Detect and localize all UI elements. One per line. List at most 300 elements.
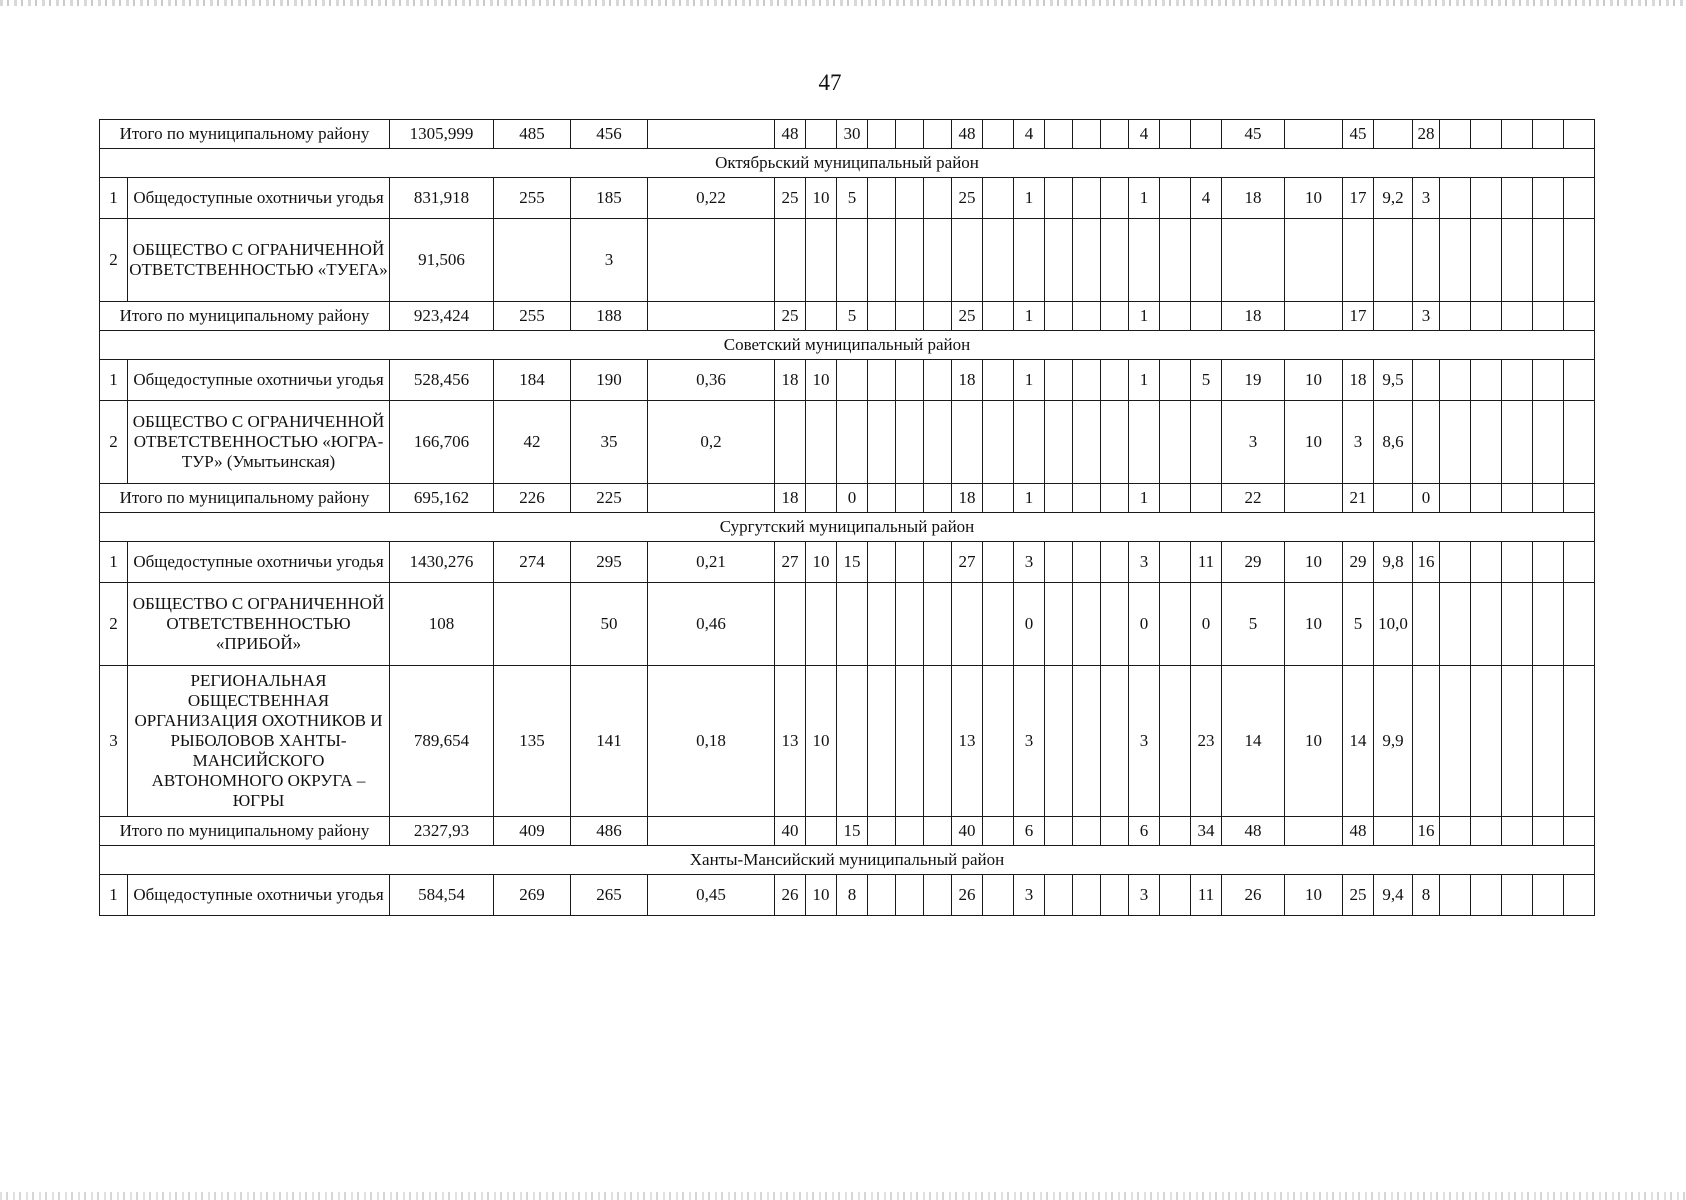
value-cell	[1502, 302, 1533, 331]
value-cell: 34	[1191, 817, 1222, 846]
value-cell	[1440, 219, 1471, 302]
value-cell	[868, 817, 896, 846]
organization-name: Общедоступные охотничьи угодья	[128, 178, 390, 219]
value-cell	[952, 219, 983, 302]
value-cell	[1533, 666, 1564, 817]
value-cell	[924, 484, 952, 513]
organization-name: Общедоступные охотничьи угодья	[128, 875, 390, 916]
value-cell	[1413, 666, 1440, 817]
section-row	[100, 846, 1595, 875]
value-cell	[1564, 542, 1595, 583]
value-cell: 29	[1343, 542, 1374, 583]
value-cell: 10	[1285, 401, 1343, 484]
value-cell	[924, 817, 952, 846]
scan-edge-top	[0, 0, 1686, 6]
value-cell: 1	[1014, 178, 1045, 219]
value-cell: 0	[837, 484, 868, 513]
value-cell	[1073, 178, 1101, 219]
value-cell: 9,2	[1374, 178, 1413, 219]
value-cell: 10	[1285, 666, 1343, 817]
value-cell	[1073, 542, 1101, 583]
value-cell: 3	[1129, 542, 1160, 583]
count-cell: 3	[571, 219, 648, 302]
value-cell: 9,4	[1374, 875, 1413, 916]
table-row	[100, 360, 1595, 401]
value-cell	[1073, 817, 1101, 846]
value-cell	[1564, 120, 1595, 149]
value-cell	[868, 875, 896, 916]
value-cell: 9,9	[1374, 666, 1413, 817]
count-cell: 269	[494, 875, 571, 916]
value-cell: 3	[1129, 875, 1160, 916]
density-cell: 0,45	[648, 875, 775, 916]
value-cell	[1101, 219, 1129, 302]
section-row	[100, 331, 1595, 360]
value-cell: 5	[1191, 360, 1222, 401]
value-cell	[1374, 219, 1413, 302]
value-cell	[1564, 666, 1595, 817]
value-cell	[1073, 666, 1101, 817]
value-cell: 26	[1222, 875, 1285, 916]
value-cell: 10	[806, 360, 837, 401]
value-cell	[868, 583, 896, 666]
value-cell	[896, 817, 924, 846]
value-cell	[924, 583, 952, 666]
value-cell	[868, 360, 896, 401]
value-cell: 0	[1014, 583, 1045, 666]
area-cell: 528,456	[390, 360, 494, 401]
value-cell: 9,5	[1374, 360, 1413, 401]
value-cell: 25	[775, 302, 806, 331]
value-cell	[1471, 360, 1502, 401]
value-cell	[1502, 666, 1533, 817]
value-cell	[1045, 178, 1073, 219]
value-cell	[1101, 302, 1129, 331]
value-cell	[1129, 219, 1160, 302]
value-cell: 18	[775, 360, 806, 401]
value-cell: 48	[775, 120, 806, 149]
value-cell: 10	[806, 875, 837, 916]
value-cell	[1533, 542, 1564, 583]
value-cell	[1471, 401, 1502, 484]
value-cell	[775, 401, 806, 484]
value-cell	[1374, 817, 1413, 846]
value-cell	[1564, 178, 1595, 219]
value-cell	[1191, 484, 1222, 513]
value-cell: 10	[1285, 875, 1343, 916]
value-cell: 10	[1285, 178, 1343, 219]
value-cell	[1045, 542, 1073, 583]
value-cell	[806, 583, 837, 666]
value-cell: 1	[1129, 302, 1160, 331]
value-cell	[896, 401, 924, 484]
value-cell	[1045, 484, 1073, 513]
value-cell	[1471, 219, 1502, 302]
value-cell	[1285, 484, 1343, 513]
value-cell: 0	[1129, 583, 1160, 666]
value-cell: 45	[1222, 120, 1285, 149]
value-cell	[1533, 401, 1564, 484]
area-cell: 831,918	[390, 178, 494, 219]
value-cell: 0	[1191, 583, 1222, 666]
table-row	[100, 401, 1595, 484]
value-cell: 28	[1413, 120, 1440, 149]
value-cell	[896, 583, 924, 666]
value-cell	[1533, 302, 1564, 331]
scan-edge-bottom	[0, 1192, 1686, 1200]
density-cell	[648, 219, 775, 302]
value-cell: 3	[1129, 666, 1160, 817]
count-cell: 225	[571, 484, 648, 513]
value-cell	[1191, 401, 1222, 484]
value-cell	[1564, 817, 1595, 846]
value-cell	[1440, 817, 1471, 846]
count-cell: 42	[494, 401, 571, 484]
count-cell: 135	[494, 666, 571, 817]
value-cell	[1045, 302, 1073, 331]
value-cell	[1502, 583, 1533, 666]
value-cell: 13	[952, 666, 983, 817]
value-cell: 40	[775, 817, 806, 846]
value-cell	[983, 219, 1014, 302]
value-cell: 5	[1343, 583, 1374, 666]
value-cell	[868, 666, 896, 817]
value-cell	[1101, 484, 1129, 513]
count-cell: 255	[494, 178, 571, 219]
value-cell	[1440, 875, 1471, 916]
value-cell	[868, 542, 896, 583]
value-cell: 13	[775, 666, 806, 817]
value-cell: 18	[1222, 178, 1285, 219]
area-cell: 789,654	[390, 666, 494, 817]
value-cell	[1471, 120, 1502, 149]
value-cell: 6	[1129, 817, 1160, 846]
value-cell	[924, 666, 952, 817]
row-number: 2	[100, 401, 128, 484]
value-cell: 1	[1129, 360, 1160, 401]
value-cell	[1191, 219, 1222, 302]
value-cell	[1564, 360, 1595, 401]
value-cell: 48	[1222, 817, 1285, 846]
value-cell	[1160, 120, 1191, 149]
value-cell	[1533, 583, 1564, 666]
count-cell: 185	[571, 178, 648, 219]
value-cell	[1191, 120, 1222, 149]
value-cell	[1160, 817, 1191, 846]
value-cell	[896, 120, 924, 149]
value-cell	[1471, 178, 1502, 219]
value-cell: 16	[1413, 817, 1440, 846]
value-cell: 18	[952, 360, 983, 401]
count-cell: 485	[494, 120, 571, 149]
table-row	[100, 666, 1595, 817]
organization-name: ОБЩЕСТВО С ОГРАНИЧЕННОЙ ОТВЕТСТВЕННОСТЬЮ «ТУЕГА»	[128, 219, 390, 302]
value-cell	[1533, 219, 1564, 302]
total-row	[100, 302, 1595, 331]
value-cell: 26	[775, 875, 806, 916]
section-row	[100, 149, 1595, 178]
value-cell: 25	[775, 178, 806, 219]
value-cell	[1413, 360, 1440, 401]
value-cell	[896, 302, 924, 331]
value-cell	[806, 817, 837, 846]
total-label: Итого по муниципальному району	[100, 484, 390, 513]
value-cell	[1045, 219, 1073, 302]
count-cell: 456	[571, 120, 648, 149]
value-cell	[1073, 360, 1101, 401]
value-cell	[1440, 401, 1471, 484]
value-cell: 5	[1222, 583, 1285, 666]
row-number: 1	[100, 542, 128, 583]
section-title: Сургутский муниципальный район	[100, 513, 1595, 542]
value-cell: 10	[806, 542, 837, 583]
count-cell: 265	[571, 875, 648, 916]
value-cell	[806, 302, 837, 331]
value-cell	[896, 219, 924, 302]
value-cell	[806, 120, 837, 149]
value-cell: 10	[806, 178, 837, 219]
value-cell	[924, 360, 952, 401]
value-cell	[1160, 219, 1191, 302]
value-cell	[1413, 401, 1440, 484]
row-number: 1	[100, 875, 128, 916]
organization-name: ОБЩЕСТВО С ОГРАНИЧЕННОЙ ОТВЕТСТВЕННОСТЬЮ «ПРИБОЙ»	[128, 583, 390, 666]
count-cell: 255	[494, 302, 571, 331]
density-cell	[648, 120, 775, 149]
organization-name: Общедоступные охотничьи угодья	[128, 542, 390, 583]
count-cell: 486	[571, 817, 648, 846]
value-cell	[896, 484, 924, 513]
value-cell	[1502, 120, 1533, 149]
value-cell: 1	[1129, 178, 1160, 219]
area-cell: 91,506	[390, 219, 494, 302]
value-cell	[983, 542, 1014, 583]
value-cell	[1014, 219, 1045, 302]
value-cell	[868, 401, 896, 484]
count-cell: 274	[494, 542, 571, 583]
value-cell	[868, 484, 896, 513]
value-cell: 10	[806, 666, 837, 817]
value-cell: 18	[952, 484, 983, 513]
value-cell	[983, 484, 1014, 513]
value-cell	[806, 484, 837, 513]
value-cell	[924, 178, 952, 219]
value-cell	[1101, 178, 1129, 219]
value-cell: 18	[1222, 302, 1285, 331]
value-cell: 3	[1014, 542, 1045, 583]
density-cell: 0,2	[648, 401, 775, 484]
value-cell	[1564, 401, 1595, 484]
value-cell: 3	[1014, 875, 1045, 916]
section-title: Советский муниципальный район	[100, 331, 1595, 360]
section-title: Ханты-Мансийский муниципальный район	[100, 846, 1595, 875]
value-cell	[1440, 484, 1471, 513]
value-cell	[1413, 583, 1440, 666]
value-cell	[1564, 875, 1595, 916]
value-cell	[1101, 401, 1129, 484]
value-cell	[1564, 302, 1595, 331]
count-cell: 409	[494, 817, 571, 846]
value-cell	[1160, 178, 1191, 219]
value-cell	[1101, 817, 1129, 846]
value-cell	[1374, 484, 1413, 513]
density-cell	[648, 817, 775, 846]
table-row	[100, 542, 1595, 583]
table-row	[100, 178, 1595, 219]
organization-name: РЕГИОНАЛЬНАЯ ОБЩЕСТВЕННАЯ ОРГАНИЗАЦИЯ ОХОТНИКОВ И РЫБОЛОВОВ ХАНТЫ-МАНСИЙСКОГО АВТОНОМНОГО ОКРУГА – ЮГРЫ	[128, 666, 390, 817]
value-cell: 14	[1222, 666, 1285, 817]
count-cell	[494, 583, 571, 666]
value-cell: 48	[1343, 817, 1374, 846]
value-cell	[1502, 401, 1533, 484]
value-cell: 15	[837, 542, 868, 583]
value-cell: 8	[1413, 875, 1440, 916]
value-cell: 3	[1413, 178, 1440, 219]
value-cell	[1073, 120, 1101, 149]
value-cell: 3	[1222, 401, 1285, 484]
value-cell: 4	[1129, 120, 1160, 149]
value-cell	[1533, 120, 1564, 149]
area-cell: 1430,276	[390, 542, 494, 583]
value-cell	[1285, 120, 1343, 149]
hunting-grounds-table	[99, 119, 1595, 916]
value-cell	[952, 401, 983, 484]
value-cell: 17	[1343, 302, 1374, 331]
value-cell	[1533, 875, 1564, 916]
count-cell: 190	[571, 360, 648, 401]
value-cell	[1471, 583, 1502, 666]
value-cell	[1101, 583, 1129, 666]
value-cell	[868, 219, 896, 302]
area-cell: 1305,999	[390, 120, 494, 149]
value-cell	[1160, 401, 1191, 484]
count-cell: 295	[571, 542, 648, 583]
value-cell	[806, 219, 837, 302]
value-cell	[1343, 219, 1374, 302]
count-cell: 188	[571, 302, 648, 331]
area-cell: 695,162	[390, 484, 494, 513]
value-cell	[1101, 120, 1129, 149]
value-cell	[896, 178, 924, 219]
table-row	[100, 219, 1595, 302]
value-cell	[1101, 360, 1129, 401]
count-cell: 141	[571, 666, 648, 817]
value-cell	[1073, 583, 1101, 666]
value-cell	[1045, 401, 1073, 484]
value-cell	[1374, 302, 1413, 331]
value-cell	[1045, 360, 1073, 401]
value-cell	[1502, 360, 1533, 401]
value-cell: 5	[837, 178, 868, 219]
value-cell: 3	[1014, 666, 1045, 817]
row-number: 3	[100, 666, 128, 817]
value-cell	[868, 302, 896, 331]
value-cell	[896, 875, 924, 916]
total-label: Итого по муниципальному району	[100, 817, 390, 846]
value-cell	[1073, 219, 1101, 302]
value-cell	[1564, 219, 1595, 302]
value-cell	[1101, 542, 1129, 583]
total-row	[100, 817, 1595, 846]
total-label: Итого по муниципальному району	[100, 302, 390, 331]
value-cell	[1160, 542, 1191, 583]
value-cell	[1502, 875, 1533, 916]
value-cell	[1440, 302, 1471, 331]
value-cell	[983, 178, 1014, 219]
value-cell	[1073, 875, 1101, 916]
value-cell	[924, 542, 952, 583]
total-row	[100, 120, 1595, 149]
value-cell: 45	[1343, 120, 1374, 149]
row-number: 2	[100, 219, 128, 302]
value-cell	[1533, 178, 1564, 219]
value-cell	[1533, 360, 1564, 401]
area-cell: 923,424	[390, 302, 494, 331]
total-row	[100, 484, 1595, 513]
density-cell	[648, 302, 775, 331]
value-cell: 3	[1343, 401, 1374, 484]
value-cell: 19	[1222, 360, 1285, 401]
density-cell: 0,21	[648, 542, 775, 583]
value-cell	[1564, 484, 1595, 513]
value-cell: 5	[837, 302, 868, 331]
value-cell: 10	[1285, 583, 1343, 666]
value-cell	[1191, 302, 1222, 331]
value-cell	[1440, 542, 1471, 583]
value-cell	[1502, 219, 1533, 302]
value-cell	[983, 583, 1014, 666]
value-cell	[1045, 817, 1073, 846]
value-cell	[837, 666, 868, 817]
value-cell	[924, 120, 952, 149]
value-cell	[983, 666, 1014, 817]
value-cell: 10	[1285, 360, 1343, 401]
value-cell	[1073, 401, 1101, 484]
value-cell	[1160, 302, 1191, 331]
value-cell	[1471, 875, 1502, 916]
value-cell: 4	[1191, 178, 1222, 219]
value-cell	[924, 302, 952, 331]
value-cell: 48	[952, 120, 983, 149]
value-cell	[1045, 666, 1073, 817]
value-cell	[924, 875, 952, 916]
value-cell	[1160, 666, 1191, 817]
value-cell	[1285, 817, 1343, 846]
density-cell: 0,22	[648, 178, 775, 219]
organization-name: ОБЩЕСТВО С ОГРАНИЧЕННОЙ ОТВЕТСТВЕННОСТЬЮ «ЮГРА-ТУР» (Умытьинская)	[128, 401, 390, 484]
density-cell: 0,36	[648, 360, 775, 401]
value-cell: 30	[837, 120, 868, 149]
value-cell: 22	[1222, 484, 1285, 513]
table-row	[100, 583, 1595, 666]
count-cell	[494, 219, 571, 302]
value-cell: 14	[1343, 666, 1374, 817]
value-cell	[1533, 817, 1564, 846]
density-cell: 0,46	[648, 583, 775, 666]
value-cell	[1160, 583, 1191, 666]
value-cell: 10	[1285, 542, 1343, 583]
row-number: 1	[100, 178, 128, 219]
value-cell	[1440, 666, 1471, 817]
value-cell	[1014, 401, 1045, 484]
value-cell	[1045, 875, 1073, 916]
value-cell: 9,8	[1374, 542, 1413, 583]
value-cell: 23	[1191, 666, 1222, 817]
value-cell	[1440, 360, 1471, 401]
count-cell: 50	[571, 583, 648, 666]
value-cell: 6	[1014, 817, 1045, 846]
area-cell: 2327,93	[390, 817, 494, 846]
